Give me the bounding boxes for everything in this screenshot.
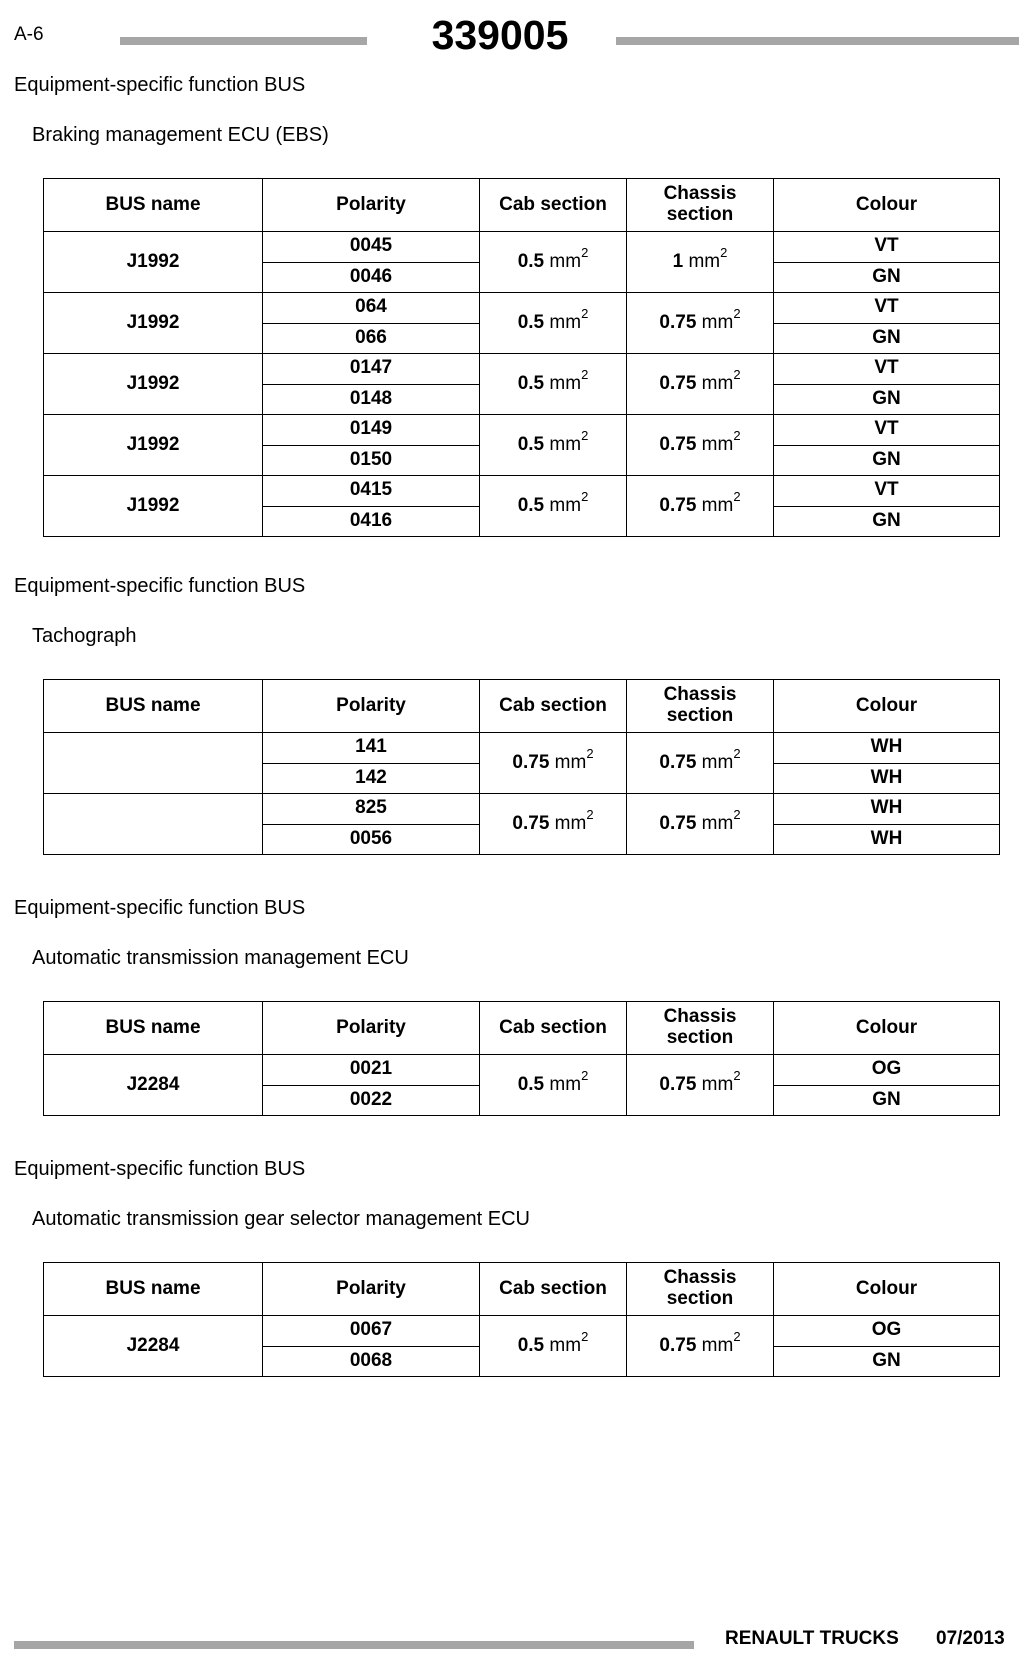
chassis-section-unit: mm	[683, 250, 721, 272]
table-row	[44, 415, 1000, 446]
header-row	[44, 1263, 1000, 1316]
colour-cell: WH	[774, 794, 1000, 825]
cab-section-unit: mm	[544, 372, 582, 394]
chassis-section-value: 0.75	[659, 433, 697, 455]
chassis-header-line2: section	[666, 1288, 734, 1309]
bus-table	[43, 1001, 1000, 1116]
polarity-cell: 141	[263, 733, 480, 764]
polarity-cell: 0022	[263, 1085, 480, 1116]
table-row	[44, 1316, 1000, 1347]
chassis-section-unit: mm	[696, 494, 734, 516]
column-header-chassis-section	[627, 1263, 774, 1316]
cab-section-unit: mm	[544, 433, 582, 455]
chassis-section-value: 0.75	[659, 1334, 697, 1356]
section-heading: Equipment-specific function BUS	[14, 74, 306, 96]
section-heading: Equipment-specific function BUS	[14, 1158, 306, 1180]
section-heading: Equipment-specific function BUS	[14, 897, 306, 919]
colour-cell: VT	[774, 354, 1000, 385]
column-header-polarity: Polarity	[263, 179, 480, 232]
polarity-cell: 825	[263, 794, 480, 825]
cab-section-unit-exponent: 2	[581, 245, 589, 261]
polarity-cell: 0150	[263, 445, 480, 476]
cab-section-value: 0.75	[512, 751, 550, 773]
column-header-polarity: Polarity	[263, 1263, 480, 1316]
cab-section-value: 0.5	[517, 250, 545, 272]
chassis-section-value: 1	[672, 250, 684, 272]
cab-section-value: 0.5	[517, 433, 545, 455]
chassis-section-cell	[627, 415, 774, 476]
cab-section-value: 0.5	[517, 1334, 545, 1356]
chassis-section-cell	[627, 354, 774, 415]
cab-section-unit: mm	[544, 1334, 582, 1356]
polarity-cell: 0046	[263, 262, 480, 293]
table-row	[44, 354, 1000, 385]
chassis-section-unit-exponent: 2	[733, 306, 741, 322]
chassis-section-unit-exponent: 2	[733, 489, 741, 505]
polarity-cell: 0415	[263, 476, 480, 507]
cab-section-unit-exponent: 2	[581, 1329, 589, 1345]
cab-section-cell	[480, 293, 627, 354]
chassis-section-cell	[627, 293, 774, 354]
chassis-section-unit: mm	[696, 1073, 734, 1095]
chassis-header-line1: Chassis	[663, 1267, 737, 1289]
column-header-bus-name: BUS name	[44, 179, 263, 232]
cab-section-cell	[480, 415, 627, 476]
chassis-header-line1: Chassis	[663, 684, 737, 706]
chassis-section-unit: mm	[696, 433, 734, 455]
chassis-section-unit-exponent: 2	[720, 245, 728, 261]
column-header-colour: Colour	[774, 680, 1000, 733]
polarity-cell: 0148	[263, 384, 480, 415]
chassis-header-line2: section	[666, 1027, 734, 1048]
page-code: A-6	[14, 24, 44, 45]
chassis-section-unit: mm	[696, 812, 734, 834]
colour-cell: GN	[774, 506, 1000, 537]
colour-cell: GN	[774, 1085, 1000, 1116]
bus-table	[43, 679, 1000, 855]
polarity-cell: 064	[263, 293, 480, 324]
bus-name-cell: J1992	[44, 232, 263, 293]
footer-bar	[14, 1641, 694, 1649]
chassis-section-cell	[627, 476, 774, 537]
cab-section-cell	[480, 476, 627, 537]
column-header-bus-name: BUS name	[44, 680, 263, 733]
chassis-section-cell	[627, 1316, 774, 1377]
cab-section-cell	[480, 232, 627, 293]
cab-section-unit-exponent: 2	[581, 306, 589, 322]
chassis-section-value: 0.75	[659, 311, 697, 333]
colour-cell: GN	[774, 1346, 1000, 1377]
cab-section-unit: mm	[544, 1073, 582, 1095]
chassis-section-value: 0.75	[659, 751, 697, 773]
header-row	[44, 179, 1000, 232]
cab-section-value: 0.5	[517, 372, 545, 394]
bus-name-cell	[44, 794, 263, 855]
chassis-header-line2: section	[666, 204, 734, 225]
polarity-cell: 142	[263, 763, 480, 794]
chassis-section-unit-exponent: 2	[733, 428, 741, 444]
chassis-section-unit-exponent: 2	[733, 1329, 741, 1345]
section-subtitle: Braking management ECU (EBS)	[32, 124, 329, 146]
cab-section-unit-exponent: 2	[581, 367, 589, 383]
chassis-header-line1: Chassis	[663, 1006, 737, 1028]
polarity-cell: 0416	[263, 506, 480, 537]
footer-date: 07/2013	[936, 1628, 1005, 1649]
chassis-section-unit: mm	[696, 1334, 734, 1356]
column-header-chassis-section	[627, 179, 774, 232]
cab-section-unit: mm	[544, 311, 582, 333]
polarity-cell: 0068	[263, 1346, 480, 1377]
header-bar-right	[616, 37, 1019, 45]
cab-section-unit-exponent: 2	[581, 428, 589, 444]
cab-section-value: 0.5	[517, 1073, 545, 1095]
colour-cell: WH	[774, 733, 1000, 764]
polarity-cell: 0149	[263, 415, 480, 446]
table-row	[44, 293, 1000, 324]
bus-name-cell: J1992	[44, 293, 263, 354]
colour-cell: GN	[774, 445, 1000, 476]
chassis-section-value: 0.75	[659, 494, 697, 516]
table-row	[44, 1055, 1000, 1086]
section-subtitle: Tachograph	[32, 625, 137, 647]
cab-section-unit-exponent: 2	[586, 807, 594, 823]
cab-section-cell	[480, 794, 627, 855]
bus-name-cell: J2284	[44, 1316, 263, 1377]
colour-cell: OG	[774, 1055, 1000, 1086]
header-row	[44, 1002, 1000, 1055]
bus-table	[43, 178, 1000, 537]
bus-name-cell: J2284	[44, 1055, 263, 1116]
cab-section-unit: mm	[549, 812, 587, 834]
column-header-colour: Colour	[774, 1263, 1000, 1316]
cab-section-value: 0.75	[512, 812, 550, 834]
table-row	[44, 794, 1000, 825]
chassis-section-cell	[627, 232, 774, 293]
colour-cell: GN	[774, 323, 1000, 354]
colour-cell: GN	[774, 384, 1000, 415]
column-header-cab-section: Cab section	[480, 1263, 627, 1316]
column-header-chassis-section	[627, 1002, 774, 1055]
column-header-cab-section: Cab section	[480, 680, 627, 733]
chassis-section-unit-exponent: 2	[733, 367, 741, 383]
colour-cell: VT	[774, 232, 1000, 263]
cab-section-cell	[480, 354, 627, 415]
header-row	[44, 680, 1000, 733]
polarity-cell: 0067	[263, 1316, 480, 1347]
chassis-section-value: 0.75	[659, 1073, 697, 1095]
chassis-section-unit-exponent: 2	[733, 807, 741, 823]
column-header-polarity: Polarity	[263, 1002, 480, 1055]
column-header-cab-section: Cab section	[480, 1002, 627, 1055]
column-header-colour: Colour	[774, 1002, 1000, 1055]
cab-section-unit-exponent: 2	[581, 1068, 589, 1084]
column-header-cab-section: Cab section	[480, 179, 627, 232]
section-heading: Equipment-specific function BUS	[14, 575, 306, 597]
cab-section-cell	[480, 733, 627, 794]
polarity-cell: 066	[263, 323, 480, 354]
colour-cell: VT	[774, 476, 1000, 507]
chassis-section-cell	[627, 1055, 774, 1116]
polarity-cell: 0045	[263, 232, 480, 263]
table-row	[44, 733, 1000, 764]
polarity-cell: 0147	[263, 354, 480, 385]
colour-cell: GN	[774, 262, 1000, 293]
colour-cell: VT	[774, 415, 1000, 446]
footer-brand: RENAULT TRUCKS	[725, 1628, 899, 1649]
chassis-section-unit: mm	[696, 372, 734, 394]
cab-section-unit-exponent: 2	[581, 489, 589, 505]
chassis-section-unit-exponent: 2	[733, 1068, 741, 1084]
column-header-bus-name: BUS name	[44, 1263, 263, 1316]
chassis-section-cell	[627, 733, 774, 794]
cab-section-value: 0.5	[517, 494, 545, 516]
column-header-polarity: Polarity	[263, 680, 480, 733]
column-header-chassis-section	[627, 680, 774, 733]
colour-cell: WH	[774, 763, 1000, 794]
section-subtitle: Automatic transmission management ECU	[32, 947, 409, 969]
chassis-section-cell	[627, 794, 774, 855]
column-header-colour: Colour	[774, 179, 1000, 232]
chassis-section-unit: mm	[696, 751, 734, 773]
document-number: 339005	[431, 12, 569, 58]
bus-name-cell: J1992	[44, 415, 263, 476]
chassis-section-unit: mm	[696, 311, 734, 333]
chassis-section-value: 0.75	[659, 812, 697, 834]
table-row	[44, 232, 1000, 263]
bus-table	[43, 1262, 1000, 1377]
cab-section-unit: mm	[544, 494, 582, 516]
cab-section-unit-exponent: 2	[586, 746, 594, 762]
chassis-header-line1: Chassis	[663, 183, 737, 205]
cab-section-unit: mm	[544, 250, 582, 272]
column-header-bus-name: BUS name	[44, 1002, 263, 1055]
colour-cell: VT	[774, 293, 1000, 324]
bus-name-cell	[44, 733, 263, 794]
chassis-section-value: 0.75	[659, 372, 697, 394]
section-subtitle: Automatic transmission gear selector management ECU	[32, 1208, 530, 1230]
table-row	[44, 476, 1000, 507]
polarity-cell: 0056	[263, 824, 480, 855]
cab-section-value: 0.5	[517, 311, 545, 333]
cab-section-cell	[480, 1055, 627, 1116]
chassis-section-unit-exponent: 2	[733, 746, 741, 762]
cab-section-cell	[480, 1316, 627, 1377]
colour-cell: OG	[774, 1316, 1000, 1347]
colour-cell: WH	[774, 824, 1000, 855]
bus-name-cell: J1992	[44, 354, 263, 415]
bus-name-cell: J1992	[44, 476, 263, 537]
chassis-header-line2: section	[666, 705, 734, 726]
cab-section-unit: mm	[549, 751, 587, 773]
polarity-cell: 0021	[263, 1055, 480, 1086]
